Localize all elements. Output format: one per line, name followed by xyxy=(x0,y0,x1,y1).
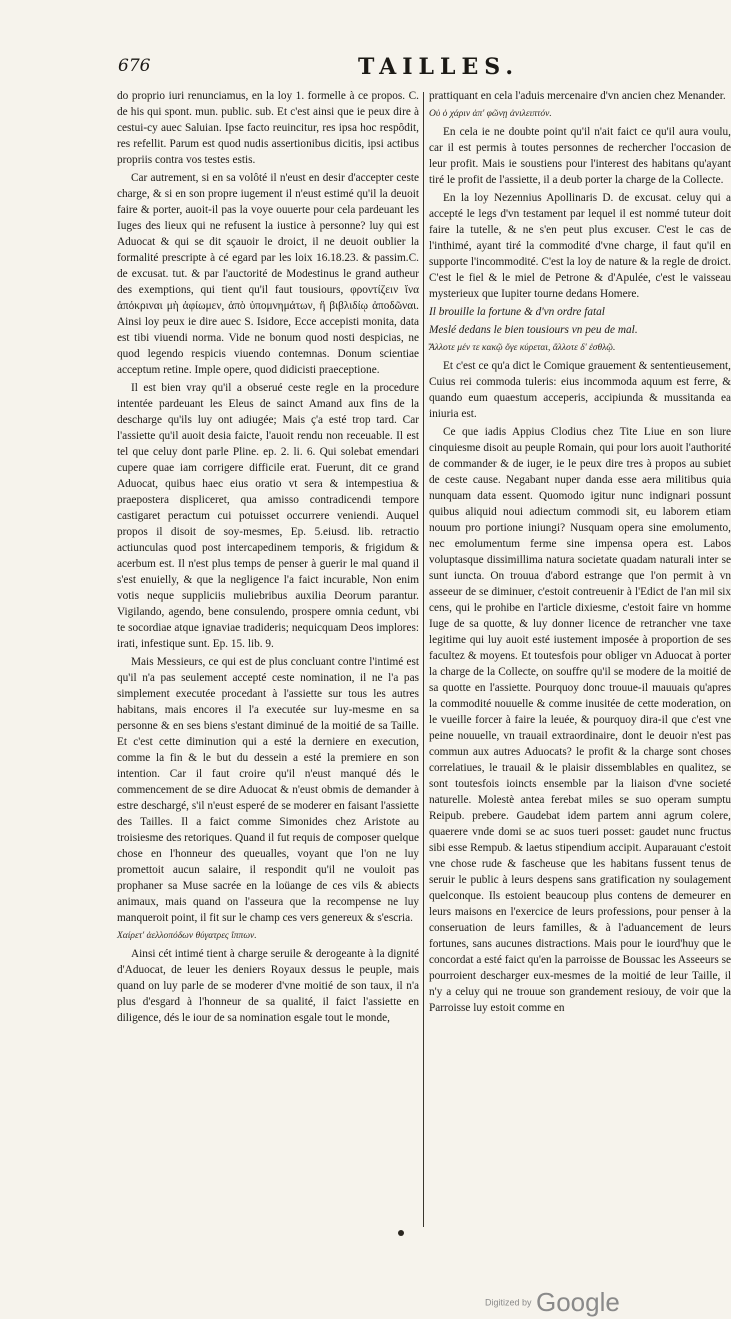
paragraph: Il brouille la fortune & d'vn ordre fatal xyxy=(429,306,605,318)
page-number: 676 xyxy=(118,56,151,76)
paragraph: Ainsi cét intimé tient à charge seruile & derogeante à la dignité d'Aduocat, de leuer les deniers Royaux dessus le peuple, mais quand on luy parle de se moderer d'vne moitié de son taux, il n'a plus d'esgard à l'honneur de sa qualité, il faict l'assiette en diligence, dés le iour de sa nomination esgale tout le monde, xyxy=(117,948,419,1024)
paragraph: prattiquant en cela l'aduis mercenaire d'vn ancien chez Menander. xyxy=(429,90,726,102)
column-divider xyxy=(423,92,424,1227)
paragraph: Χαίρετ' ἀελλοπόδων θύγατρες ἵππων. xyxy=(117,931,257,941)
paragraph: En la loy Nezennius Apollinaris D. de excusat. celuy qui a accepté le legs d'vn testament par lequel il est nommé tuteur doit faire la tutelle, & ne s'en peut plus excuser. C'est le cas de l'inthimé, ayant tiré la commodité d'vne charge, il faut qu'il en supporte l'incommodité. C'est la loy de nature & la regle de droict. C'est le fiel & le miel de Petrone & d'Apulée, c'est le vaisseau mysterieux que Iupiter tourne dedans Homere. xyxy=(429,192,731,300)
paragraph: Meslé dedans le bien tousiours vn peu de mal. xyxy=(429,324,638,336)
running-head: TAILLES. xyxy=(358,54,519,80)
google-logo-text: Google xyxy=(535,1287,620,1317)
paragraph: Ce que iadis Appius Clodius chez Tite Liue en son liure cinquiesme disoit au peuple Romain, qui pour lors auoit l'authorité de commander & de iuger, ie le peux dire tres à propos au subiet de ceste cause. Negabant nuper danda esse aera militibus quia nunquam data essent. Quomodo igitur nunc indignari possunt quibus aliquid noui adiectum commodi sit, eu laborem etiam nouum pro portione iniungi? Nusquam opera sine emolumento, nec emolumentum ferme sine impensa opera est. Labos voluptasque dissimillima natura societate quadam naturali inter se sunt iuncta. On trouua d'abord estrange que l'on permit à vn asseeur de se diminuer, c'estoit contreuenir à l'Edict de l'an mil six cens, qui le prohibe en l'article dixiesme, c'estoit faire vn homme Iuge de sa quotte, & luy donner licence de retrancher vne taxe legitime qui luy auoit esté iustement imposée à proportion de ses facultez & moyens. Et toutesfois pour obliger vn Aduocat à porter la charge de la Collecte, on souffre qu'il se modere de la moitié de sa quotte en l'assiette. Pourquoy donc trouue-il mauuais qu'apres la commodité nouuelle & comme inusitée de cette moderation, on le vueille forcer à faire la leuée, & pourquoy dira-il que c'est vne peine nouuelle, vn trauail extraordinaire, dont le deuoir n'est pas commun aux autres Aduocats? le profit & la charge sont choses correlatiues, le trauail & le plaisir dissemblables en qualitez, se sont toutesfois ioincts ensemble par la liaison d'vne societé naturelle. Molestè antea ferebat miles se suo operam sumptu Reipub. prebere. Gaudebat idem partem anni agrum colere, quaerere vnde domi se ac suos tueri posset: gaudet nunc fructus sibi esse Rempub. & laetus stipendium accipit. Auparauant c'estoit vne chose rude & fascheuse que les habitans fussent tenus de seruir le public à leurs despens sans gratification ny soulagement quelconque. Ils estoient beaucoup plus contens de demeurer en leurs maisons en l'exercice de leurs professions, pour penser à la conseruation de leurs familles, & à l'aduancement de leurs fortunes, sans aucunes distractions. Mais pour le iourd'huy que le concordat a esté faict qu'en la parroisse de Boussac les Asseeurs se pourroient descharger eux-mesmes de la moitié de leur Taille, il n'y a celuy qui ne trouue son grandement resiouy, de voir que la Parroisse luy estoit comme en xyxy=(429,426,731,1014)
paragraph: do proprio iuri renunciamus, en la loy 1. formelle à ce propos. C. de his qui spont. mun. public. sub. Et c'est ainsi que ie peux dire à cestui-cy auec Saluian. Ipse facto reuincitur, res ipsa hoc respôdit, res refellit. Parum est quod nudis assertionibus dicitis, ipsi actibus propriis contra vos testes estis. xyxy=(117,90,419,166)
paragraph: En cela ie ne doubte point qu'il n'ait faict ce qu'il aura voulu, car il est permis à toutes personnes de rechercher l'occasion de leur profit. Mais ie soustiens pour l'interest des habitans qu'ayant tiré le profit de l'assiette, il a deub porter la charge de la Collecte. xyxy=(429,126,731,186)
paragraph: Ἄλλοτε μέν τε κακῷ ὅγε κύρεται, ἄλλοτε δ' ἐσθλῷ. xyxy=(429,343,616,353)
ornament-dot xyxy=(398,1230,404,1236)
digitized-label: Digitized by xyxy=(485,1297,532,1308)
left-column xyxy=(117,88,419,1028)
paragraph: Il est bien vray qu'il a obserué ceste regle en la procedure intentée pardeuant les Eleus de sainct Amand aux fins de la descharge qu'ils luy ont adiugée; Mais ç'a esté trop tard. Car l'assiette qu'il auoit desia faicte, l'auoit rendu non receuable. Il est tel que celuy dont parle Pline. ep. 2. li. 6. Qui solebat emendari cupere quae iam corrigere difficile erat. Fuerunt, dit ce grand Aduocat, quibus haec eius oratio vt sera & intempestiua & praepostera displiceret, qua amisso contradicendi tempore castigaret peractum cui potuisset occurrere veniendi. Auquel propos il disoit de soy-mesmes, Ep. 5.eiusd. lib. retractio actiunculas quod post intercapedinem temporis, & frigidum & acerbum est. Il n'est plus temps de penser à guerir le mal quand il s'est enuielly, & que la negligence l'a faict incurable, Non enim votis neque suppliciis muliebribus auxilia Deorum parantur. Vigilando, agendo, bene consulendo, prospere omnia cedunt, vbi te socordiae atque ignaviae tradideris; nequicquam Deos implores: irati, infestique sunt. Ep. 15. lib. 9. xyxy=(117,382,419,650)
paragraph: Mais Messieurs, ce qui est de plus concluant contre l'intimé est qu'il n'a pas seulement accepté ceste nomination, il ne l'a pas simplement executée procedant à l'assiette sur tous les autres habitans, mais encores il l'a executée sur luy-mesme en sa personne & en ses biens s'estant diminué de la moitié de sa Taille. Et c'est cette diminution qui a esté la derniere en execution, comme la fin & le but du dessein a esté la premiere en son intention. Car il faut croire qu'il n'eust manqué dés le commencement de se dire Aduocat & n'eust obmis de demander à estre deschargé, s'il n'eust esperé de se moderer en faisant l'assiette des Tailles. Il a faict comme Simonides chez Aristote au troisiesme des retoriques. Quand il fut requis de composer quelque chose en l'honneur des queualles, voyant que l'on ne luy promettoit aucun salaire, il respondit qu'il ne vouloit pas prophaner sa Muse sacrée en la loüange de ces vils & abiects animaux, mais quand on l'asseura que la recompense ne luy manqueroit point, il fit sur le champ ces vers genereux & s'escria. xyxy=(117,656,419,924)
paragraph: Car autrement, si en sa volôté il n'eust en desir d'accepter ceste charge, & si en son propre iugement il n'eust estimé qu'il la deuoit faire & porter, auoit-il pas la voye ouuerte pour cela pardeuant les Iuges des lieux qui ne refusent la iustice à personne? luy qui est Aduocat & qui se dit sçauoir le droict, il ne deuoit oublier la formalité prescripte à cé egard par les loix 16.18.23. & passim.C. de excusat. tut. & par l'auctorité de Modestinus le grand autheur des exemptions, qui tient qu'il faut tousiours, φροντίζειν ἵνα ἀπόκριναι μὴ ἀφίωμεν, ἀπὸ ὑπομνημάτων, ἢ βιβλιδίῳ ἀποδῶναι. Ainsi loy peux ie dire auec S. Isidore, Ecce accepisti monita, data est tibi viuendi norma. Vide ne bonum quod nosti despicias, ne quod legendo respicis viuendo contemnas. Donum scientiae acceptum retine. Imple opere, quod didicisti praeceptione. xyxy=(117,172,419,376)
paragraph: Οὐ ὁ χάριν ἀπ' φῶνῃ ἀνιλειπτόν. xyxy=(429,109,552,119)
right-column xyxy=(429,88,731,1018)
paragraph: Et c'est ce qu'a dict le Comique grauement & sententieusement, Cuius rei commoda tuleris: eius incommoda aquum est ferre, & quando eum quaestum acceperis, accipiunda & mussitanda ea iniuria est. xyxy=(429,360,731,420)
digitized-by-footer xyxy=(485,1287,620,1318)
